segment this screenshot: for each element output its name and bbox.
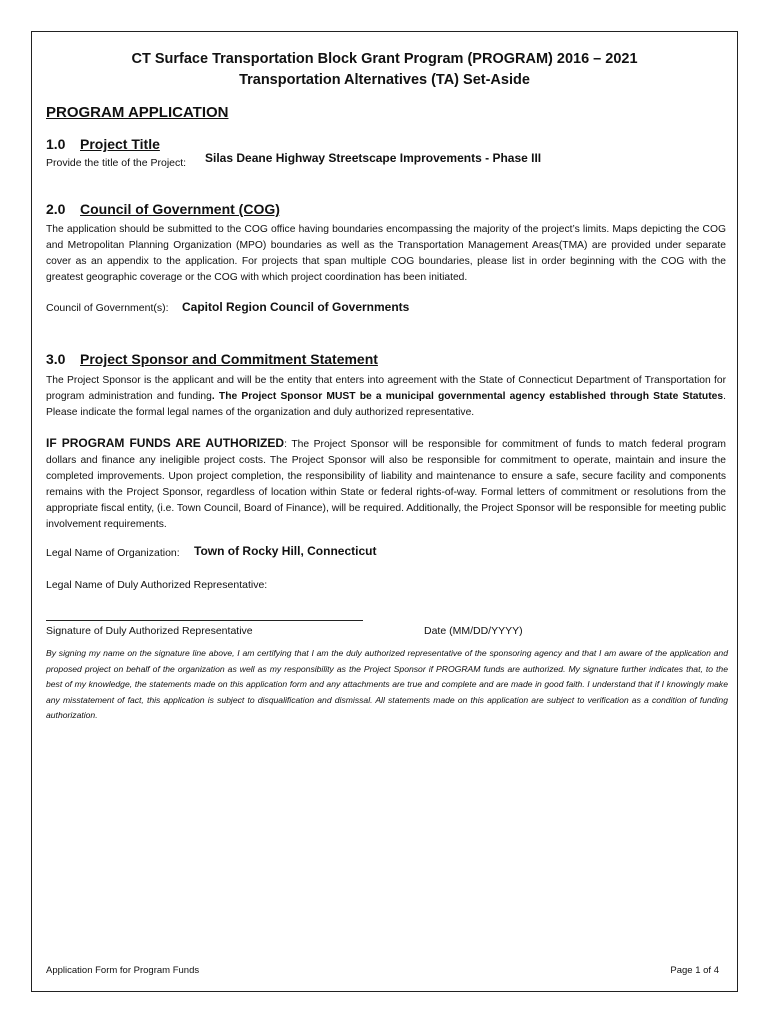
section-2-title: Council of Government (COG) <box>80 201 280 217</box>
representative-label: Legal Name of Duly Authorized Representative: <box>46 579 268 591</box>
document-title-line1: CT Surface Transportation Block Grant Program (PROGRAM) 2016 – 2021 <box>131 51 638 67</box>
sponsor-paragraph <box>46 373 726 421</box>
sponsor-requirement: . The Project Sponsor MUST be a municipal governmental agency established through State Statutes <box>211 391 724 402</box>
cog-field[interactable]: Capitol Region Council of Governments <box>182 300 410 314</box>
section-1-heading <box>46 136 160 152</box>
project-title-label: Provide the title of the Project: <box>46 157 187 169</box>
section-1-number: 1.0 <box>46 136 66 152</box>
representative-field[interactable] <box>285 577 485 591</box>
signature-line[interactable] <box>46 620 363 621</box>
authorized-heading: IF PROGRAM FUNDS ARE AUTHORIZED <box>46 436 285 450</box>
document-title-line2: Transportation Alternatives (TA) Set-Aside <box>239 72 530 88</box>
signature-label: Signature of Duly Authorized Representative <box>46 625 253 637</box>
sponsor-paragraph-end: . Please indicate the formal legal names of the organization and duly authorized representative. <box>46 391 726 418</box>
date-label: Date (MM/DD/YYYY) <box>424 625 523 637</box>
cog-instructions: The application should be submitted to the COG office having boundaries encompassing the majority of the project’s limits. Maps depicting the COG and Metropolitan Planning Organization (MPO) boundaries as well as the Transportation Management Areas(TMA) are provided under separate cover as an appendix to the application. For projects that span multiple COG boundaries, please list in order beginning with the COG with the greatest geographic coverage or the COG with which project coordination has been initiated. <box>46 224 726 283</box>
section-3-title: Project Sponsor and Commitment Statement <box>80 351 378 367</box>
sponsor-paragraph-text: The Project Sponsor is the applicant and will be the entity that enters into agreement with the State of Connecticut Department of Transportation for program administration and funding <box>46 375 726 402</box>
project-title-field[interactable]: Silas Deane Highway Streetscape Improvements - Phase III <box>205 151 542 165</box>
document-page <box>31 31 738 992</box>
footer-form-name: Application Form for Program Funds <box>46 965 200 976</box>
section-2-number: 2.0 <box>46 201 66 217</box>
section-1-title: Project Title <box>80 136 160 152</box>
organization-field[interactable]: Town of Rocky Hill, Connecticut <box>194 544 377 558</box>
organization-label: Legal Name of Organization: <box>46 547 180 559</box>
section-3-number: 3.0 <box>46 351 66 367</box>
cog-label: Council of Government(s): <box>46 302 169 314</box>
authorized-paragraph <box>46 435 726 533</box>
authorized-paragraph-text: : The Project Sponsor will be responsible for commitment of funds to match federal program dollars and finance any ineligible project costs. The Project Sponsor will also be responsible for commitment to operate, maintain and insure the completed improvements. Upon project completion, the responsibility of liability and maintenance to ensure a safe, secure facility and components remains with the Project Sponsor, regardless of location within State or federal rights-of-way. Formal letters of commitment or resolutions from the appropriate fiscal entity, (i.e. Town Council, Board of Finance), will be required. Additionally, the Project Sponsor will be responsible for meeting public involvement requirements. <box>46 439 726 530</box>
section-2-heading <box>46 201 280 217</box>
certification-statement: By signing my name on the signature line above, I am certifying that I am the duly authorized representative of the sponsoring agency and that I am aware of the application and proposed project on behalf of the organization as well as my responsibility as the Project Sponsor if PROGRAM funds are authorized. My signature further indicates that, to the best of my knowledge, the statements made on this application form and any attachments are true and complete and are made in good faith. I understand that if I knowingly make any misstatement of fact, this application is subject to disqualification and dismissal. All statements made on this application are subject to verification as a condition of funding authorization. <box>46 648 728 720</box>
application-heading: PROGRAM APPLICATION <box>46 104 229 121</box>
footer-page-number: Page 1 of 4 <box>670 965 719 976</box>
section-3-heading <box>46 351 378 367</box>
